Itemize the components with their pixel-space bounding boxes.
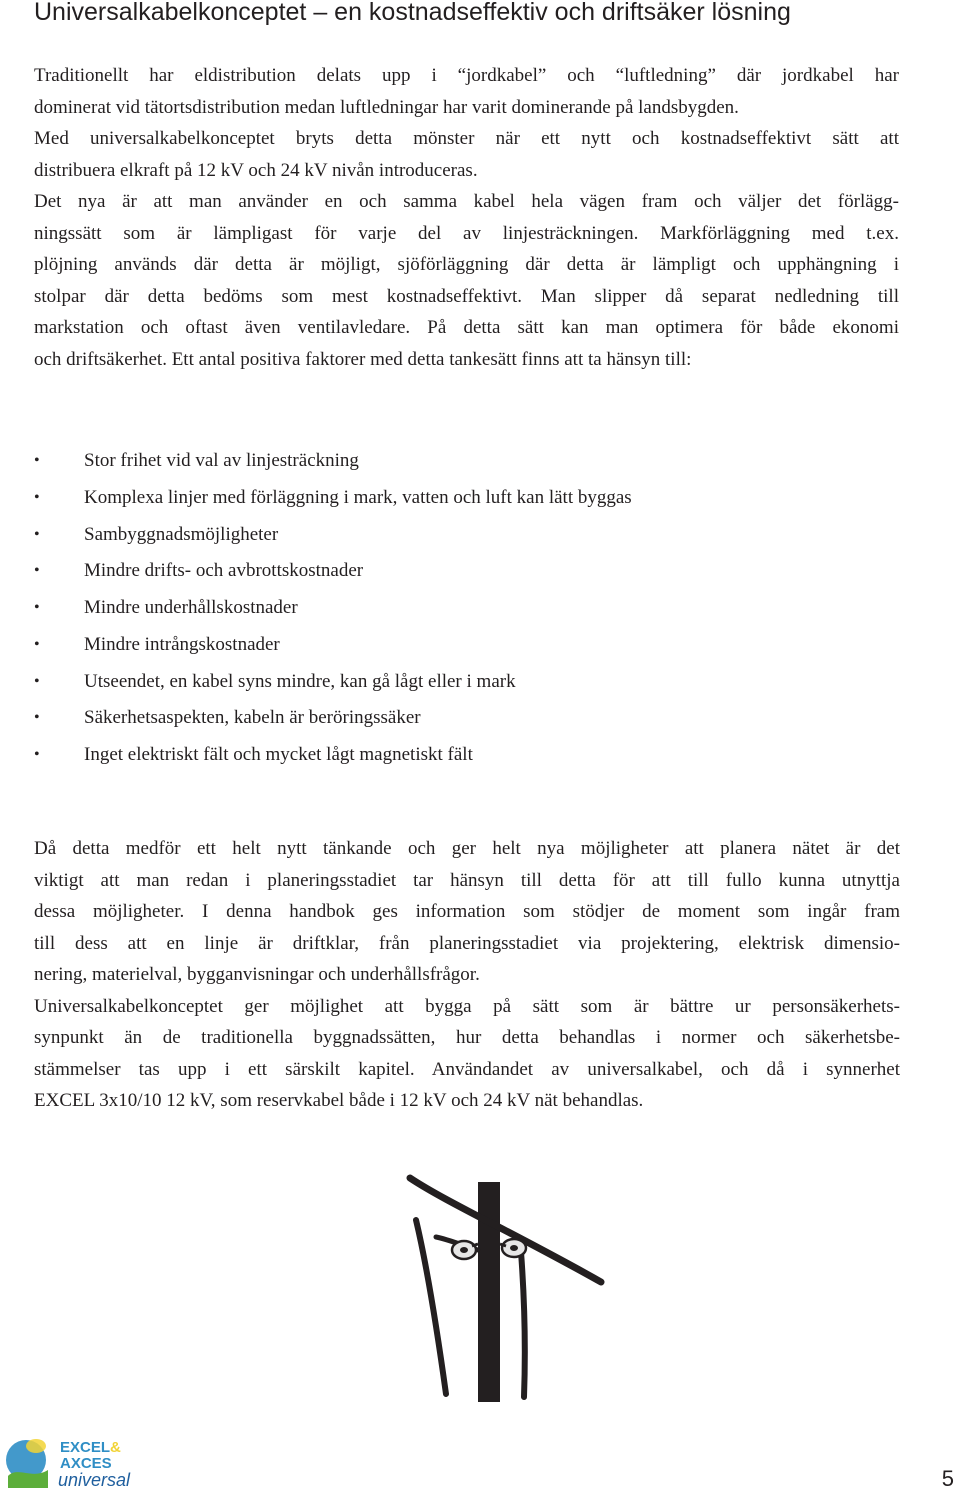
text-line: nering, materielval, bygganvisningar och underhållsfrågor. bbox=[34, 964, 480, 985]
logo-ampersand: & bbox=[110, 1439, 121, 1456]
text-line: plöjning används där detta är möjligt, sjöförläggning där detta är lämpligt och upphängning i bbox=[34, 254, 899, 275]
list-item bbox=[34, 553, 834, 590]
list-item-text: Utseendet, en kabel syns mindre, kan gå lågt eller i mark bbox=[84, 670, 516, 692]
bullet-icon: • bbox=[34, 599, 40, 616]
list-item-text: Säkerhetsaspekten, kabeln är beröringssäker bbox=[84, 707, 421, 729]
bullet-icon: • bbox=[34, 672, 40, 690]
bullet-icon: • bbox=[34, 709, 40, 727]
list-item-text: Sambyggnadsmöjligheter bbox=[84, 523, 279, 545]
text-line: dominerat vid tätortsdistribution medan luftledningar har varit dominerande på landsbygden. bbox=[34, 96, 739, 118]
list-item-text: Mindre drifts- och avbrottskostnader bbox=[84, 560, 364, 582]
text-line: stämmelser tas upp i ett särskilt kapitel. Användandet av universalkabel, och då i synnerhet bbox=[34, 1058, 900, 1080]
text-line: Det nya är att man använder en och samma kabel hela vägen fram och väljer det förlägg- bbox=[34, 191, 899, 212]
bullet-icon: • bbox=[34, 562, 40, 580]
intro-paragraph bbox=[34, 60, 899, 375]
text-line: EXCEL 3x10/10 12 kV, som reservkabel både i 12 kV och 24 kV nät behandlas. bbox=[34, 1090, 644, 1111]
page-title: Universalkabelkonceptet – en kostnadseffektiv och driftsäker lösning bbox=[34, 0, 791, 26]
list-item-text: Komplexa linjer med förläggning i mark, vatten och luft kan lätt byggas bbox=[84, 486, 632, 508]
list-item bbox=[34, 737, 834, 774]
list-item bbox=[34, 627, 834, 664]
closing-paragraph bbox=[34, 833, 900, 1117]
list-item-text: Inget elektriskt fält och mycket lågt magnetiskt fält bbox=[84, 744, 473, 765]
list-item bbox=[34, 590, 834, 627]
cable-drop-right bbox=[521, 1252, 525, 1397]
clamp-icon bbox=[502, 1239, 526, 1257]
cable-pole-illustration bbox=[396, 1172, 606, 1402]
text-line: till dess att en linje är driftklar, från planeringsstadiet via projektering, elektrisk dimensio- bbox=[34, 932, 900, 954]
logo-word-excel: EXCEL bbox=[60, 1439, 111, 1456]
excel-axces-universal-logo bbox=[2, 1430, 152, 1499]
list-item bbox=[34, 664, 834, 701]
list-item bbox=[34, 443, 834, 480]
list-item bbox=[34, 480, 834, 517]
text-line: viktigt att man redan i planeringsstadiet tar hänsyn till detta för att till fullo kunna utnyttja bbox=[34, 869, 900, 891]
text-line: och driftsäkerhet. Ett antal positiva faktorer med detta tankesätt finns att ta hänsyn till: bbox=[34, 348, 692, 370]
bullet-icon: • bbox=[34, 525, 40, 543]
bullet-icon: • bbox=[34, 488, 40, 506]
text-line: ningssätt som är lämpligast för varje del av linjesträckningen. Markförläggning med t.ex. bbox=[34, 222, 899, 244]
cable-lower-left bbox=[416, 1220, 446, 1394]
text-line: Då detta medför ett helt nytt tänkande och ger helt nya möjligheter att planera nätet är det bbox=[34, 838, 900, 859]
text-line: markstation och oftast även ventilavledare. På detta sätt kan man optimera för både ekonomi bbox=[34, 317, 899, 338]
list-item-text: Mindre underhållskostnader bbox=[84, 597, 298, 618]
benefits-list bbox=[34, 443, 834, 774]
text-line: synpunkt än de traditionella byggnadssätten, hur detta behandlas i normer och säkerhetsbe- bbox=[34, 1027, 900, 1048]
cable-upper bbox=[410, 1178, 601, 1282]
text-line: Universalkabelkonceptet ger möjlighet att bygga på sätt som är bättre ur personsäkerhets- bbox=[34, 995, 900, 1017]
list-item-text: Mindre intrångskostnader bbox=[84, 633, 280, 655]
text-line: dessa möjligheter. I denna handbok ges information som stödjer de moment som ingår fram bbox=[34, 901, 900, 922]
text-line: Traditionellt har eldistribution delats upp i “jordkabel” och “luftledning” där jordkabel har bbox=[34, 65, 899, 86]
list-item bbox=[34, 517, 834, 554]
logo-word-axces: AXCES bbox=[60, 1455, 112, 1472]
bullet-icon: • bbox=[34, 635, 40, 653]
list-item-text: Stor frihet vid val av linjesträckning bbox=[84, 450, 359, 471]
text-line: distribuera elkraft på 12 kV och 24 kV nivån introduceras. bbox=[34, 159, 478, 181]
list-item bbox=[34, 700, 834, 737]
bullet-icon: • bbox=[34, 452, 40, 469]
page-number: 5 bbox=[941, 1466, 954, 1491]
clamp-icon bbox=[452, 1241, 476, 1259]
logo-graphic bbox=[2, 1430, 152, 1494]
text-line: stolpar där detta bedöms som mest kostnadseffektivt. Man slipper då separat nedledning till bbox=[34, 285, 899, 307]
bullet-icon: • bbox=[34, 746, 40, 763]
text-line: Med universalkabelkonceptet bryts detta mönster när ett nytt och kostnadseffektivt sätt att bbox=[34, 128, 899, 149]
logo-word-universal: universal bbox=[58, 1470, 131, 1490]
